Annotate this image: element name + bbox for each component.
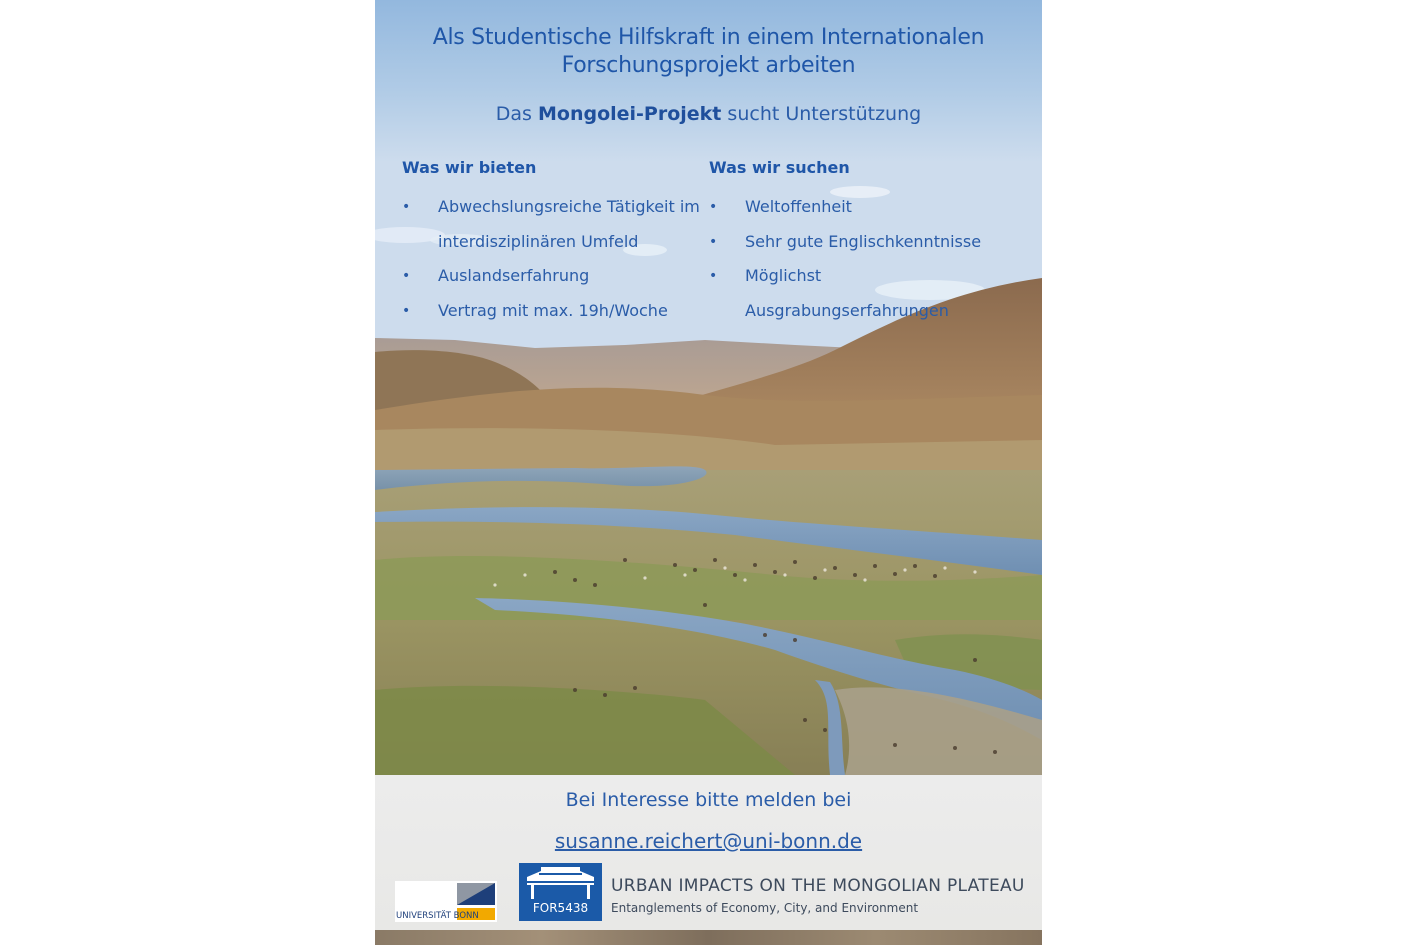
rock-strip bbox=[375, 930, 1042, 945]
poster-title-line2: Forschungsprojekt arbeiten bbox=[561, 53, 856, 78]
offer-item bbox=[402, 259, 702, 294]
seek-heading: Was wir suchen bbox=[709, 158, 850, 177]
offer-item-text: interdisziplinären Umfeld bbox=[438, 231, 639, 251]
poster-title-line1: Als Studentische Hilfskraft in einem Internationalen bbox=[432, 25, 985, 50]
offer-column bbox=[402, 158, 702, 328]
bullet-icon: • bbox=[402, 302, 411, 319]
seek-list bbox=[709, 190, 1009, 328]
project-subtitle: Entanglements of Economy, City, and Environment bbox=[611, 901, 919, 915]
seek-item-text: Sehr gute Englischkenntnisse bbox=[745, 231, 982, 251]
offer-item-text: Auslandserfahrung bbox=[438, 266, 590, 285]
seek-item-continuation bbox=[709, 294, 1009, 329]
offer-item bbox=[402, 294, 702, 329]
bullet-icon: • bbox=[709, 233, 718, 250]
offer-item-continuation bbox=[402, 225, 702, 260]
university-bonn-logo bbox=[395, 881, 497, 922]
project-title: URBAN IMPACTS ON THE MONGOLIAN PLATEAU bbox=[611, 876, 1025, 896]
bullet-icon: • bbox=[709, 268, 718, 284]
bullet-icon: • bbox=[709, 199, 718, 215]
subtitle-prefix: Das bbox=[495, 103, 538, 125]
email-link[interactable]: susanne.reichert@uni-bonn.de bbox=[554, 829, 863, 853]
offer-heading: Was wir bieten bbox=[402, 158, 537, 177]
offer-item bbox=[402, 190, 702, 225]
poster-title bbox=[375, 24, 1042, 80]
offer-item-text: Abwechslungsreiche Tätigkeit im bbox=[438, 197, 700, 216]
seek-item-text: Möglichst bbox=[745, 266, 822, 285]
email-link-wrapper bbox=[375, 829, 1042, 853]
bullet-icon: • bbox=[402, 268, 411, 284]
poster bbox=[375, 0, 1042, 945]
seek-item bbox=[709, 225, 1009, 260]
for-logo-label: FOR5438 bbox=[532, 901, 589, 915]
offer-list bbox=[402, 190, 702, 328]
seek-item-text: Ausgrabungserfahrungen bbox=[745, 300, 949, 320]
bullet-icon: • bbox=[402, 199, 411, 215]
offer-item-text: Vertrag mit max. 19h/Woche bbox=[438, 300, 668, 320]
seek-item bbox=[709, 190, 1009, 225]
contact-text: Bei Interesse bitte melden bei bbox=[565, 789, 852, 811]
university-logo-text: UNIVERSITÄT BONN bbox=[396, 911, 479, 921]
poster-subtitle bbox=[375, 103, 1042, 125]
for5438-logo bbox=[519, 863, 602, 921]
subtitle-project-name: Mongolei-Projekt bbox=[537, 103, 722, 125]
subtitle-suffix: sucht Unterstützung bbox=[721, 103, 922, 125]
seek-item-text: Weltoffenheit bbox=[745, 197, 852, 216]
seek-column bbox=[709, 158, 1009, 328]
seek-item bbox=[709, 259, 1009, 294]
